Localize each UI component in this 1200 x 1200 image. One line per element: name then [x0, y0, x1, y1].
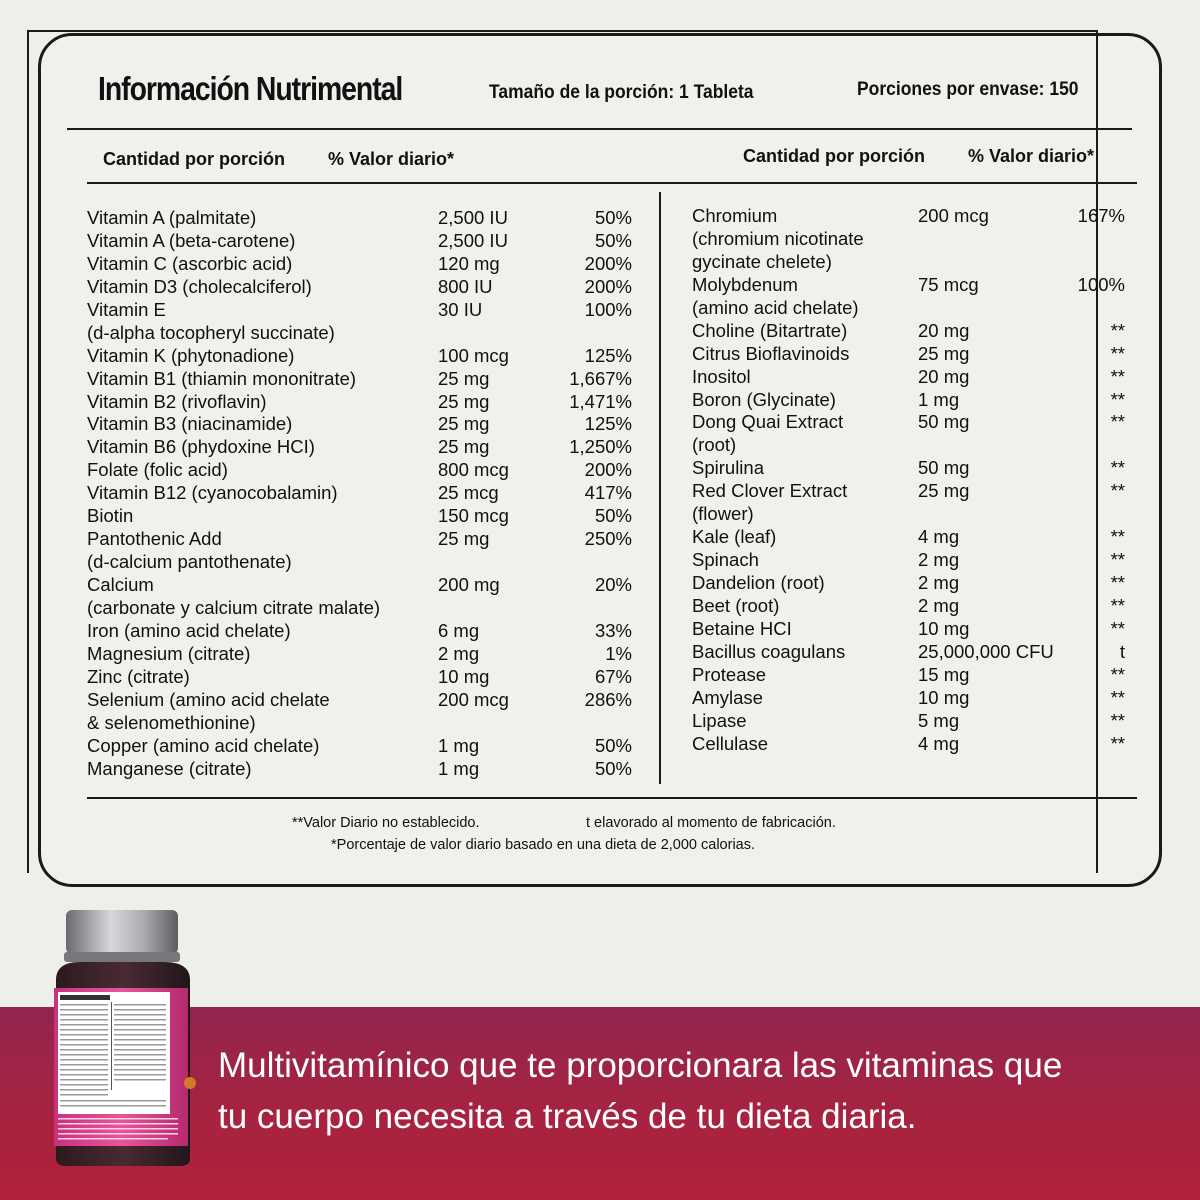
nutrient-name: (amino acid chelate)	[692, 296, 859, 318]
right-amount-header: Cantidad por porción	[743, 146, 925, 166]
nutrient-name: Molybdenum	[692, 273, 798, 295]
right-nutrient-list	[692, 205, 1125, 756]
nutrient-dv: **	[1110, 732, 1125, 754]
nutrient-amount: 50 mg	[918, 457, 970, 479]
right-nutrient-row	[692, 710, 1125, 733]
left-nutrient-row	[87, 482, 632, 505]
nutrient-dv: **	[1110, 686, 1125, 708]
left-nutrient-row	[87, 620, 632, 643]
nutrient-amount: 1 mg	[438, 734, 480, 756]
nutrient-dv: 167%	[1077, 205, 1125, 226]
column-divider	[659, 192, 661, 784]
header-divider	[67, 128, 1132, 130]
nutrient-dv: 50%	[594, 505, 632, 527]
left-nutrient-row	[87, 299, 632, 322]
tagline	[218, 1040, 1062, 1142]
left-nutrient-row	[87, 551, 632, 574]
nutrient-dv: 417%	[584, 482, 632, 504]
nutrient-name: Vitamin B2 (rivoflavin)	[87, 390, 267, 412]
nutrient-name: Magnesium (citrate)	[87, 642, 251, 664]
right-nutrient-row	[692, 572, 1125, 595]
right-nutrient-row	[692, 503, 1125, 526]
nutrient-amount: 15 mg	[918, 663, 970, 685]
nutrient-name: & selenomethionine)	[87, 711, 256, 733]
nutrient-dv: 1%	[605, 642, 632, 664]
nutrient-amount: 4 mg	[918, 732, 960, 754]
nutrient-name: Vitamin C (ascorbic acid)	[87, 252, 293, 274]
nutrient-dv: 67%	[594, 665, 632, 687]
nutrient-name: Manganese (citrate)	[87, 757, 252, 779]
nutrient-amount: 10 mg	[438, 665, 490, 687]
nutrient-name: gycinate chelete)	[692, 250, 832, 272]
right-nutrient-row	[692, 526, 1125, 549]
nutrient-amount: 1 mg	[438, 757, 480, 779]
nutrient-dv: 200%	[584, 275, 632, 297]
nutrient-name: Inositol	[692, 365, 751, 387]
left-nutrient-row	[87, 368, 632, 391]
right-nutrient-row	[692, 618, 1125, 641]
right-nutrient-row	[692, 687, 1125, 710]
footer-divider	[87, 797, 1137, 799]
right-nutrient-row	[692, 733, 1125, 756]
footnote-no-dv: **Valor Diario no establecido.	[292, 815, 480, 831]
nutrient-dv: **	[1110, 457, 1125, 479]
left-nutrient-row	[87, 643, 632, 666]
nutrient-name: Citrus Bioflavinoids	[692, 342, 850, 364]
nutrient-dv: 50%	[594, 229, 632, 251]
nutrient-dv: **	[1110, 526, 1125, 548]
left-nutrient-row	[87, 276, 632, 299]
nutrient-dv: 50%	[594, 734, 632, 756]
nutrient-amount: 20 mg	[918, 319, 970, 341]
nutrient-name: Chromium	[692, 205, 778, 226]
left-nutrient-row	[87, 712, 632, 735]
nutrient-dv: 20%	[594, 574, 632, 595]
nutrient-dv: **	[1110, 342, 1125, 364]
nutrient-name: Spinach	[692, 549, 759, 571]
tagline-line-1: Multivitamínico que te proporcionara las vitaminas que	[218, 1046, 1063, 1085]
right-nutrient-row	[692, 434, 1125, 457]
left-nutrient-row	[87, 666, 632, 689]
nutrient-amount: 50 mg	[918, 411, 970, 433]
nutrient-amount: 2,500 IU	[438, 229, 508, 251]
right-nutrient-row	[692, 457, 1125, 480]
nutrient-dv: 100%	[584, 298, 632, 320]
nutrient-name: (d-alpha tocopheryl succinate)	[87, 321, 335, 343]
nutrient-name: Betaine HCI	[692, 617, 792, 639]
nutrient-name: Calcium	[87, 574, 154, 595]
right-nutrient-row	[692, 411, 1125, 434]
nutrient-name: Selenium (amino acid chelate	[87, 688, 330, 710]
right-nutrient-row	[692, 343, 1125, 366]
nutrient-dv: 125%	[584, 413, 632, 435]
nutrient-dv: 125%	[584, 344, 632, 366]
nutrient-amount: 75 mcg	[918, 273, 979, 295]
nutrient-dv: 50%	[594, 207, 632, 228]
left-nutrient-row	[87, 758, 632, 781]
nutrient-dv: 200%	[584, 252, 632, 274]
nutrient-name: Zinc (citrate)	[87, 665, 190, 687]
left-nutrient-row	[87, 413, 632, 436]
nutrient-name: Vitamin B12 (cyanocobalamin)	[87, 482, 338, 504]
nutrient-dv: 1,471%	[569, 390, 632, 412]
nutrient-amount: 25,000,000 CFU	[918, 640, 1054, 662]
left-nutrient-row	[87, 735, 632, 758]
nutrient-amount: 25 mg	[918, 342, 970, 364]
nutrient-dv: **	[1110, 411, 1125, 433]
nutrient-dv: **	[1110, 319, 1125, 341]
nutrient-amount: 800 IU	[438, 275, 493, 297]
nutrient-name: Vitamin A (palmitate)	[87, 207, 257, 228]
nutrient-name: Amylase	[692, 686, 763, 708]
nutrient-amount: 200 mg	[438, 574, 500, 595]
nutrient-name: (flower)	[692, 503, 754, 525]
right-nutrient-row	[692, 664, 1125, 687]
left-nutrient-row	[87, 689, 632, 712]
nutrient-name: Dong Quai Extract	[692, 411, 844, 433]
nutrient-name: Folate (folic acid)	[87, 459, 228, 481]
nutrient-name: Vitamin D3 (cholecalciferol)	[87, 275, 312, 297]
right-nutrient-row	[692, 205, 1125, 228]
nutrient-name: Copper (amino acid chelate)	[87, 734, 320, 756]
nutrient-amount: 20 mg	[918, 365, 970, 387]
nutrient-name: Vitamin B3 (niacinamide)	[87, 413, 293, 435]
nutrient-name: (d-calcium pantothenate)	[87, 551, 292, 573]
nutrient-dv: **	[1110, 709, 1125, 731]
right-nutrient-row	[692, 480, 1125, 503]
right-nutrient-row	[692, 549, 1125, 572]
nutrient-name: Protease	[692, 663, 767, 685]
nutrient-amount: 25 mg	[438, 367, 490, 389]
nutrient-amount: 25 mg	[918, 480, 970, 502]
nutrient-name: (chromium nicotinate	[692, 227, 864, 249]
nutrient-amount: 200 mcg	[438, 688, 509, 710]
nutrient-amount: 2 mg	[438, 642, 480, 664]
footnote-dv-basis: *Porcentaje de valor diario basado en una dieta de 2,000 calorias.	[331, 837, 756, 853]
left-nutrient-row	[87, 597, 632, 620]
right-nutrient-row	[692, 274, 1125, 297]
nutrient-amount: 25 mg	[438, 436, 490, 458]
nutrient-amount: 10 mg	[918, 686, 970, 708]
left-nutrient-row	[87, 207, 632, 230]
nutrient-dv: 286%	[584, 688, 632, 710]
nutrient-dv: 100%	[1077, 273, 1125, 295]
right-nutrient-row	[692, 297, 1125, 320]
nutrient-dv: **	[1110, 388, 1125, 410]
nutrient-amount: 25 mg	[438, 413, 490, 435]
nutrient-dv: 33%	[594, 619, 632, 641]
nutrient-amount: 10 mg	[918, 617, 970, 639]
nutrient-name: Choline (Bitartrate)	[692, 319, 848, 341]
left-nutrient-row	[87, 230, 632, 253]
nutrient-name: Lipase	[692, 709, 747, 731]
left-dv-header: % Valor diario*	[328, 149, 455, 169]
nutrient-amount: 4 mg	[918, 526, 960, 548]
nutrient-dv: 250%	[584, 528, 632, 550]
nutrient-name: Vitamin K (phytonadione)	[87, 344, 295, 366]
nutrient-dv: **	[1110, 480, 1125, 502]
nutrient-dv: t	[1119, 640, 1125, 662]
right-nutrient-row	[692, 320, 1125, 343]
nutrient-amount: 800 mcg	[438, 459, 509, 481]
nutrient-name: Bacillus coagulans	[692, 640, 846, 662]
nutrient-dv: **	[1110, 617, 1125, 639]
right-nutrient-row	[692, 228, 1125, 251]
nutrient-amount: 30 IU	[438, 298, 483, 320]
nutrient-amount: 25 mg	[438, 390, 490, 412]
panel-title: Información Nutrimental	[98, 70, 403, 107]
nutrient-name: Dandelion (root)	[692, 572, 825, 593]
nutrient-name: (root)	[692, 434, 737, 456]
nutrient-amount: 100 mcg	[438, 344, 509, 366]
left-nutrient-row	[87, 391, 632, 414]
nutrient-name: Boron (Glycinate)	[692, 388, 836, 410]
nutrient-amount: 25 mg	[438, 528, 490, 550]
nutrient-amount: 2 mg	[918, 549, 960, 571]
nutrient-dv: **	[1110, 549, 1125, 571]
nutrient-name: Red Clover Extract	[692, 480, 848, 502]
nutrient-name: (carbonate y calcium citrate malate)	[87, 596, 381, 618]
right-nutrient-row	[692, 595, 1125, 618]
footnote-t: t elavorado al momento de fabricación.	[586, 815, 836, 831]
right-nutrient-row	[692, 389, 1125, 412]
column-header-divider	[87, 182, 1137, 184]
nutrient-amount: 150 mcg	[438, 505, 509, 527]
nutrient-dv: **	[1110, 594, 1125, 616]
left-nutrient-row	[87, 574, 632, 597]
right-nutrient-row	[692, 251, 1125, 274]
nutrient-dv: **	[1110, 572, 1125, 593]
left-amount-header: Cantidad por porción	[103, 149, 285, 169]
right-nutrient-row	[692, 641, 1125, 664]
nutrient-amount: 5 mg	[918, 709, 960, 731]
nutrient-name: Vitamin B1 (thiamin mononitrate)	[87, 367, 357, 389]
nutrient-name: Vitamin E	[87, 298, 166, 320]
nutrient-name: Cellulase	[692, 732, 769, 754]
left-nutrient-row	[87, 322, 632, 345]
nutrient-amount: 6 mg	[438, 619, 480, 641]
nutrient-amount: 200 mcg	[918, 205, 989, 226]
nutrient-dv: 1,667%	[569, 367, 632, 389]
left-nutrient-row	[87, 436, 632, 459]
nutrient-name: Kale (leaf)	[692, 526, 777, 548]
nutrient-dv: 50%	[594, 757, 632, 779]
right-nutrient-row	[692, 366, 1125, 389]
nutrient-name: Beet (root)	[692, 594, 780, 616]
nutrient-name: Vitamin A (beta-carotene)	[87, 229, 296, 251]
nutrient-name: Biotin	[87, 505, 134, 527]
nutrient-dv: **	[1110, 663, 1125, 685]
nutrient-amount: 2 mg	[918, 572, 960, 593]
nutrient-amount: 2 mg	[918, 594, 960, 616]
nutrient-amount: 25 mcg	[438, 482, 499, 504]
supplement-bottle-image	[50, 908, 196, 1168]
left-nutrient-row	[87, 345, 632, 368]
nutrient-amount: 1 mg	[918, 388, 960, 410]
nutrient-name: Spirulina	[692, 457, 764, 479]
nutrient-amount: 120 mg	[438, 252, 500, 274]
nutrient-name: Pantothenic Add	[87, 528, 222, 550]
nutrient-name: Iron (amino acid chelate)	[87, 619, 291, 641]
left-nutrient-row	[87, 253, 632, 276]
nutrient-name: Vitamin B6 (phydoxine HCI)	[87, 436, 315, 458]
left-nutrient-row	[87, 459, 632, 482]
right-dv-header: % Valor diario*	[968, 146, 1095, 166]
left-nutrient-row	[87, 528, 632, 551]
serving-size: Tamaño de la porción: 1 Tableta	[489, 82, 754, 103]
nutrient-amount: 2,500 IU	[438, 207, 508, 228]
servings-per-container: Porciones por envase: 150	[857, 79, 1079, 100]
left-nutrient-list	[87, 207, 632, 780]
nutrient-dv: **	[1110, 365, 1125, 387]
left-nutrient-row	[87, 505, 632, 528]
nutrient-dv: 200%	[584, 459, 632, 481]
nutrient-dv: 1,250%	[569, 436, 632, 458]
tagline-line-2: tu cuerpo necesita a través de tu dieta diaria.	[218, 1097, 917, 1136]
